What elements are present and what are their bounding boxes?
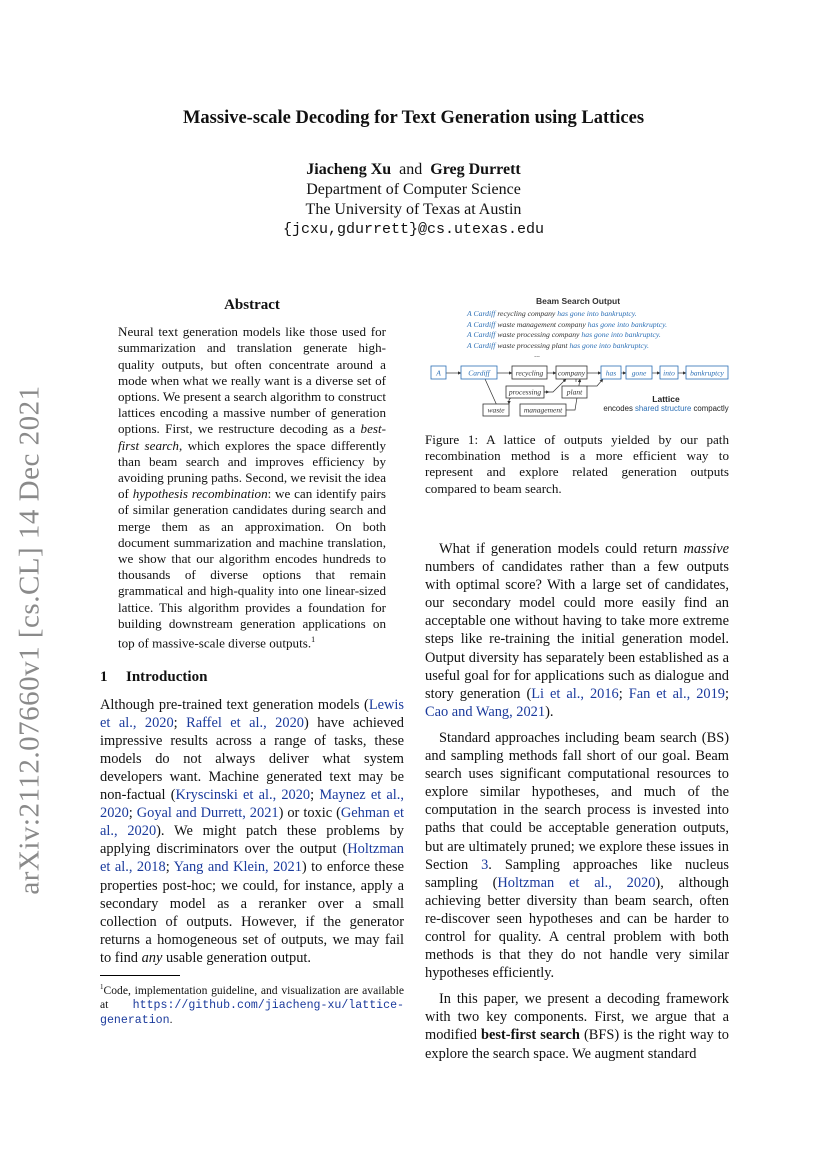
right-paragraph-1 (425, 540, 729, 721)
abstract-em-1: best-first search (118, 421, 386, 453)
right-text: What if generation models could return (439, 541, 684, 557)
lattice-title: Lattice (652, 394, 680, 404)
svg-text:plant: plant (566, 387, 583, 397)
section-heading-introduction (100, 668, 404, 686)
abstract-text-2: , which explores the space differently than beam search and improves efficiency by avoiding pruning paths. Second, we revisit the idea of (118, 437, 386, 502)
line-text: Cardiff (473, 309, 496, 318)
affiliation-department: Department of Computer Science (306, 181, 521, 198)
author-email: {jcxu,gdurrett}@cs.utexas.edu (282, 221, 545, 238)
intro-emphasis: any (141, 949, 163, 966)
figure-1-caption: Figure 1: A lattice of outputs yielded by our path recombination method is a more efficient way to represent and explore related generation outputs compared to beam search. (425, 432, 729, 496)
svg-text:recycling: recycling (515, 368, 544, 378)
right-paragraph-2 (425, 729, 729, 982)
intro-text: ; (310, 787, 320, 804)
footnote-rule (100, 975, 180, 976)
intro-text: ) have achieved impressive results across a range of tasks, these models do not always deliver what system developers want. Machine generated text may be non-factual ( (100, 714, 404, 804)
intro-text: ) or toxic ( (278, 805, 341, 822)
line-text: recycling company (495, 309, 558, 318)
intro-text: ; (173, 714, 187, 731)
citation-link[interactable]: Raffel et al., 2020 (186, 714, 304, 731)
svg-text:bankruptcy: bankruptcy (690, 368, 724, 378)
author-block (0, 160, 827, 240)
right-text: (BFS) is the right way to explore the search space. We augment standard (425, 1027, 729, 1062)
line-text: Cardiff (473, 319, 496, 329)
author-1: Jiacheng Xu (306, 161, 392, 178)
svg-text:company: company (557, 368, 586, 378)
author-2: Greg Durrett (430, 161, 521, 178)
abstract-text-3: : we can identify pairs of similar generation candidates during search and merge them as an approximation. On both document summarization and machine translation, we show that our algorithm encodes hundreds to thousands of diverse options that remain grammatical and high-quality into one linear-sized lattice. This algorithm provides a foundation for building downstream generation applications on top of massive-scale diverse outputs. (118, 486, 386, 651)
svg-text:Cardiff: Cardiff (468, 368, 490, 378)
right-text: numbers of candidates rather than a few outputs with optimal score? With a large set of candidates, our secondary model could more easily find an acceptable one without having to take more extreme steps like re-training the initial generation model. Output diversity has separately been established as a useful goal for for applications such as dialogue and story generation ( (425, 559, 729, 702)
lattice-node-plant (562, 386, 587, 398)
line-text: has gone into bankruptcy. (587, 319, 668, 329)
section-title: Introduction (126, 668, 208, 685)
line-text: A (467, 309, 474, 318)
line-text: A (467, 330, 474, 339)
lattice-node-waste (483, 404, 509, 416)
lattice-node-has (601, 366, 621, 379)
intro-text: Although pre-trained text generation models ( (100, 696, 369, 713)
line-text: Cardiff (473, 330, 496, 339)
right-text: Standard approaches including beam search (BS) and sampling methods fall short of our goal. Beam search uses significant computational resources to explore similar hypotheses, and much of the computation in the search process is invested into paths that could be acceptable generation outputs, but are ultimately pruned; we explore these issues in Section (425, 729, 729, 873)
line-text: A (467, 319, 474, 329)
line-text: has gone into bankruptcy. (569, 340, 649, 350)
citation-link[interactable]: Li et al., 2016 (531, 685, 619, 702)
svg-text:management: management (523, 405, 563, 415)
citation-link[interactable]: Goyal and Durrett, 2021 (136, 805, 279, 822)
intro-text: ). We might patch these problems by applying discriminators over the output ( (100, 823, 404, 858)
figure-beam-search-heading: Beam Search Output (535, 296, 621, 306)
lattice-node-cardiff (461, 366, 497, 379)
svg-text:waste: waste (487, 405, 505, 415)
footnote-end: . (169, 1012, 173, 1026)
left-column (100, 296, 404, 1028)
section-ref-link[interactable]: 3 (481, 856, 489, 873)
lattice-node-recycling (512, 366, 547, 379)
paper-title: Massive-scale Decoding for Text Generation using Lattices (182, 108, 645, 128)
citation-link[interactable]: Lewis et al., 2020 (100, 696, 404, 731)
intro-text: ) to enforce these properties post-hoc; we could, for instance, apply a secondary model as a reranker over a small collection of outputs. However, if the generator returns a homogeneous set of outputs, we may fail to find (100, 859, 404, 966)
svg-text:A: A (436, 368, 441, 378)
citation-link[interactable]: Maynez et al., 2020 (100, 787, 404, 822)
lattice-sub-highlight: shared structure (635, 404, 692, 413)
line-text: A (467, 340, 474, 350)
footnote-marker[interactable]: 1 (311, 634, 316, 644)
citation-link[interactable]: Gehman et al., 2020 (100, 805, 405, 840)
svg-text:gone: gone (631, 368, 647, 378)
footnote-url-link[interactable]: https://github.com/jiacheng-xu/lattice-generation (100, 998, 404, 1027)
figure-1 (425, 290, 731, 425)
lattice-sub-text: encodes (603, 404, 636, 413)
footnote-text: Code, implementation guideline, and visualization are available at (100, 983, 404, 1011)
line-text: waste processing company (495, 330, 582, 339)
citation-link[interactable]: Yang and Klein, 2021 (173, 859, 302, 876)
line-text: waste processing plant (495, 340, 570, 350)
lattice-node-processing (506, 386, 544, 398)
citation-link[interactable]: Holtzman et al., 2018 (100, 841, 404, 876)
right-bold: best-first search (481, 1027, 580, 1044)
citation-link[interactable]: Holtzman et al., 2020 (497, 874, 656, 891)
right-text: ; (618, 685, 629, 702)
section-number: 1 (100, 668, 108, 685)
citation-link[interactable]: Cao and Wang, 2021 (425, 703, 546, 720)
affiliation-university: The University of Texas at Austin (305, 201, 522, 218)
lattice-node-company (556, 366, 587, 379)
intro-paragraph (100, 696, 404, 967)
footnote-number: 1 (100, 983, 104, 992)
abstract-body (100, 324, 404, 651)
lattice-node-gone (626, 366, 652, 379)
right-text: In this paper, we present a decoding framework with two key components. First, we argue that a modified (425, 991, 729, 1044)
lattice-node-into (660, 366, 678, 379)
right-emphasis: massive (683, 541, 729, 557)
arxiv-id: arXiv:2112.07660v1 [cs.CL] 14 Dec 2021 (13, 385, 46, 895)
lattice-subtitle (601, 404, 731, 414)
lattice-label (601, 394, 731, 414)
intro-text: usable generation output. (162, 949, 312, 966)
right-text: ). (545, 703, 554, 720)
lattice-node-bankruptcy (686, 366, 728, 379)
lattice-node-a (431, 366, 446, 379)
svg-text:processing: processing (508, 387, 542, 397)
line-text: has gone into bankruptcy. (581, 330, 661, 339)
intro-text: ; (128, 805, 137, 822)
beam-output-ellipsis: ... (534, 350, 540, 359)
right-paragraph-3 (425, 990, 729, 1062)
citation-link[interactable]: Kryscinski et al., 2020 (175, 787, 311, 804)
line-text: Cardiff (473, 340, 496, 350)
lattice-node-management (520, 404, 566, 416)
arxiv-sidebar (10, 385, 50, 895)
intro-text: ; (165, 859, 174, 876)
abstract-text-1: Neural text generation models like those used for summarization and translation generate high-quality outputs, but often concentrate around a mode when what we really want is a diverse set of options. We present a search algorithm to construct lattices encoding a massive number of generation options. First, we restructure decoding as a (118, 324, 386, 437)
footnote (100, 980, 404, 1028)
right-text: ), although achieving better diversity than beam search, often re-discover seen hypotheses and can be harder to control for quality. A central problem with both methods is that they do not handle very similar hypotheses efficiently. (425, 874, 730, 982)
lattice-sub-text: compactly (691, 404, 729, 413)
line-text: has gone into bankruptcy. (557, 309, 637, 318)
line-text: waste management company (495, 319, 588, 329)
author-names (0, 160, 827, 180)
right-text: . Sampling approaches like nucleus sampling ( (425, 856, 729, 891)
svg-text:has: has (605, 368, 617, 378)
abstract-em-2: hypothesis recombination (132, 486, 268, 502)
abstract-heading: Abstract (224, 297, 280, 313)
author-and: and (399, 161, 423, 178)
citation-link[interactable]: Fan et al., 2019 (628, 685, 725, 702)
right-column (425, 540, 729, 1071)
svg-text:into: into (663, 368, 675, 378)
right-text: ; (724, 685, 729, 702)
